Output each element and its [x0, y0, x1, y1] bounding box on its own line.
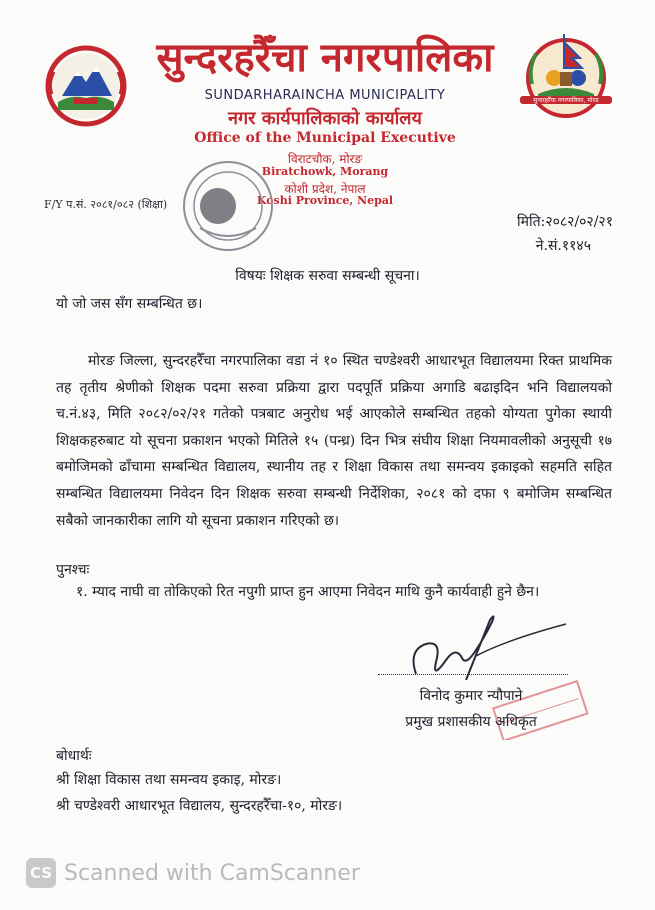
- office-name-np: नगर कार्यपालिकाको कार्यालय: [228, 108, 422, 129]
- nepal-emblem-icon: [44, 44, 128, 128]
- municipality-name-np: सुन्दरहरैँचा नगरपालिका: [156, 34, 494, 81]
- scanner-watermark: [26, 858, 360, 888]
- letter-recipient: यो जो जस सँग सम्बन्धित छ।: [56, 296, 203, 312]
- camscanner-logo-icon: CS: [26, 858, 56, 888]
- letter-subject: विषयः शिक्षक सरुवा सम्बन्धी सूचना।: [235, 268, 420, 284]
- province-np: कोशी प्रदेश, नेपाल: [284, 182, 366, 196]
- reference-number: F/Y प.सं. २०८१/०८२ (शिक्षा): [44, 198, 168, 211]
- watermark-text: Scanned with CamScanner: [64, 860, 360, 886]
- municipality-logo-icon: [520, 28, 612, 120]
- postscript-item: १. म्याद नाघी वा तोकिएको रित नपुगी प्राप्त हुन आएमा निवेदन माथि कुनै कार्यवाही हुने छैन।: [76, 584, 540, 600]
- cc-label: बोधार्थः: [56, 748, 92, 764]
- address-np: विराटचौक, मोरङ: [287, 152, 363, 166]
- signatory-title: प्रमुख प्रशासकीय अधिकृत: [405, 714, 537, 730]
- outgoing-number: ने.सं.११४५: [535, 238, 591, 254]
- postscript-label: पुनश्चः: [56, 562, 90, 578]
- signatory-name: विनोद कुमार न्यौपाने: [419, 688, 523, 704]
- logo-caption: सुन्दरहरैँचा नगरपालिका, मोरङ: [520, 96, 612, 104]
- municipality-name-en: SUNDARHARAINCHA MUNICIPALITY: [204, 88, 446, 103]
- address-en: Biratchowk, Morang: [261, 165, 389, 178]
- office-name-en: Office of the Municipal Executive: [194, 130, 456, 146]
- signature-icon: [396, 600, 576, 690]
- signature-line: [378, 674, 568, 675]
- cc-item: श्री शिक्षा विकास तथा समन्वय इकाइ, मोरङ।: [56, 772, 282, 788]
- letter-date: मिति:२०८२/०२/२१: [517, 214, 613, 230]
- province-en: Koshi Province, Nepal: [256, 194, 394, 207]
- letter-body: मोरङ जिल्ला, सुन्दरहरैँचा नगरपालिका वडा नं १० स्थित चण्डेश्वरी आधारभूत विद्यालयमा रिक्त प्राथमिक तह तृतीय श्रेणीको शिक्षक पदमा सरुवा प्रक्रिया द्वारा पदपूर्ति प्रक्रिया अगाडि बढाइदिन भनि विद्यालयको च.नं.४३, मिति २०८२/०२/२१ गतेको पत्रबाट अनुरोध भई आएकोले सम्बन्धित तहको योग्यता पुगेका स्थायी शिक्षकहरुबाट यो सूचना प्रकाशन भएको मितिले १५ (पन्ध्र) दिन भित्र संघीय शिक्षा नियमावलीको अनुसूची १७ बमोजिमको ढाँचामा सम्बन्धित विद्यालय, स्थानीय तह र शिक्षा विकास तथा समन्वय इकाइको सहमति सहित सम्बन्धित विद्यालयमा निवेदन दिन शिक्षक सरुवा सम्बन्धी निर्देशिका, २०८१ को दफा ९ बमोजिम सम्बन्धित सबैको जानकारीका लागि यो सूचना प्रकाशन गरिएको छ।: [56, 353, 612, 529]
- cc-item: श्री चण्डेश्वरी आधारभूत विद्यालय, सुन्दरहरैँचा-१०, मोरङ।: [56, 798, 343, 814]
- office-seal-icon: [180, 158, 276, 254]
